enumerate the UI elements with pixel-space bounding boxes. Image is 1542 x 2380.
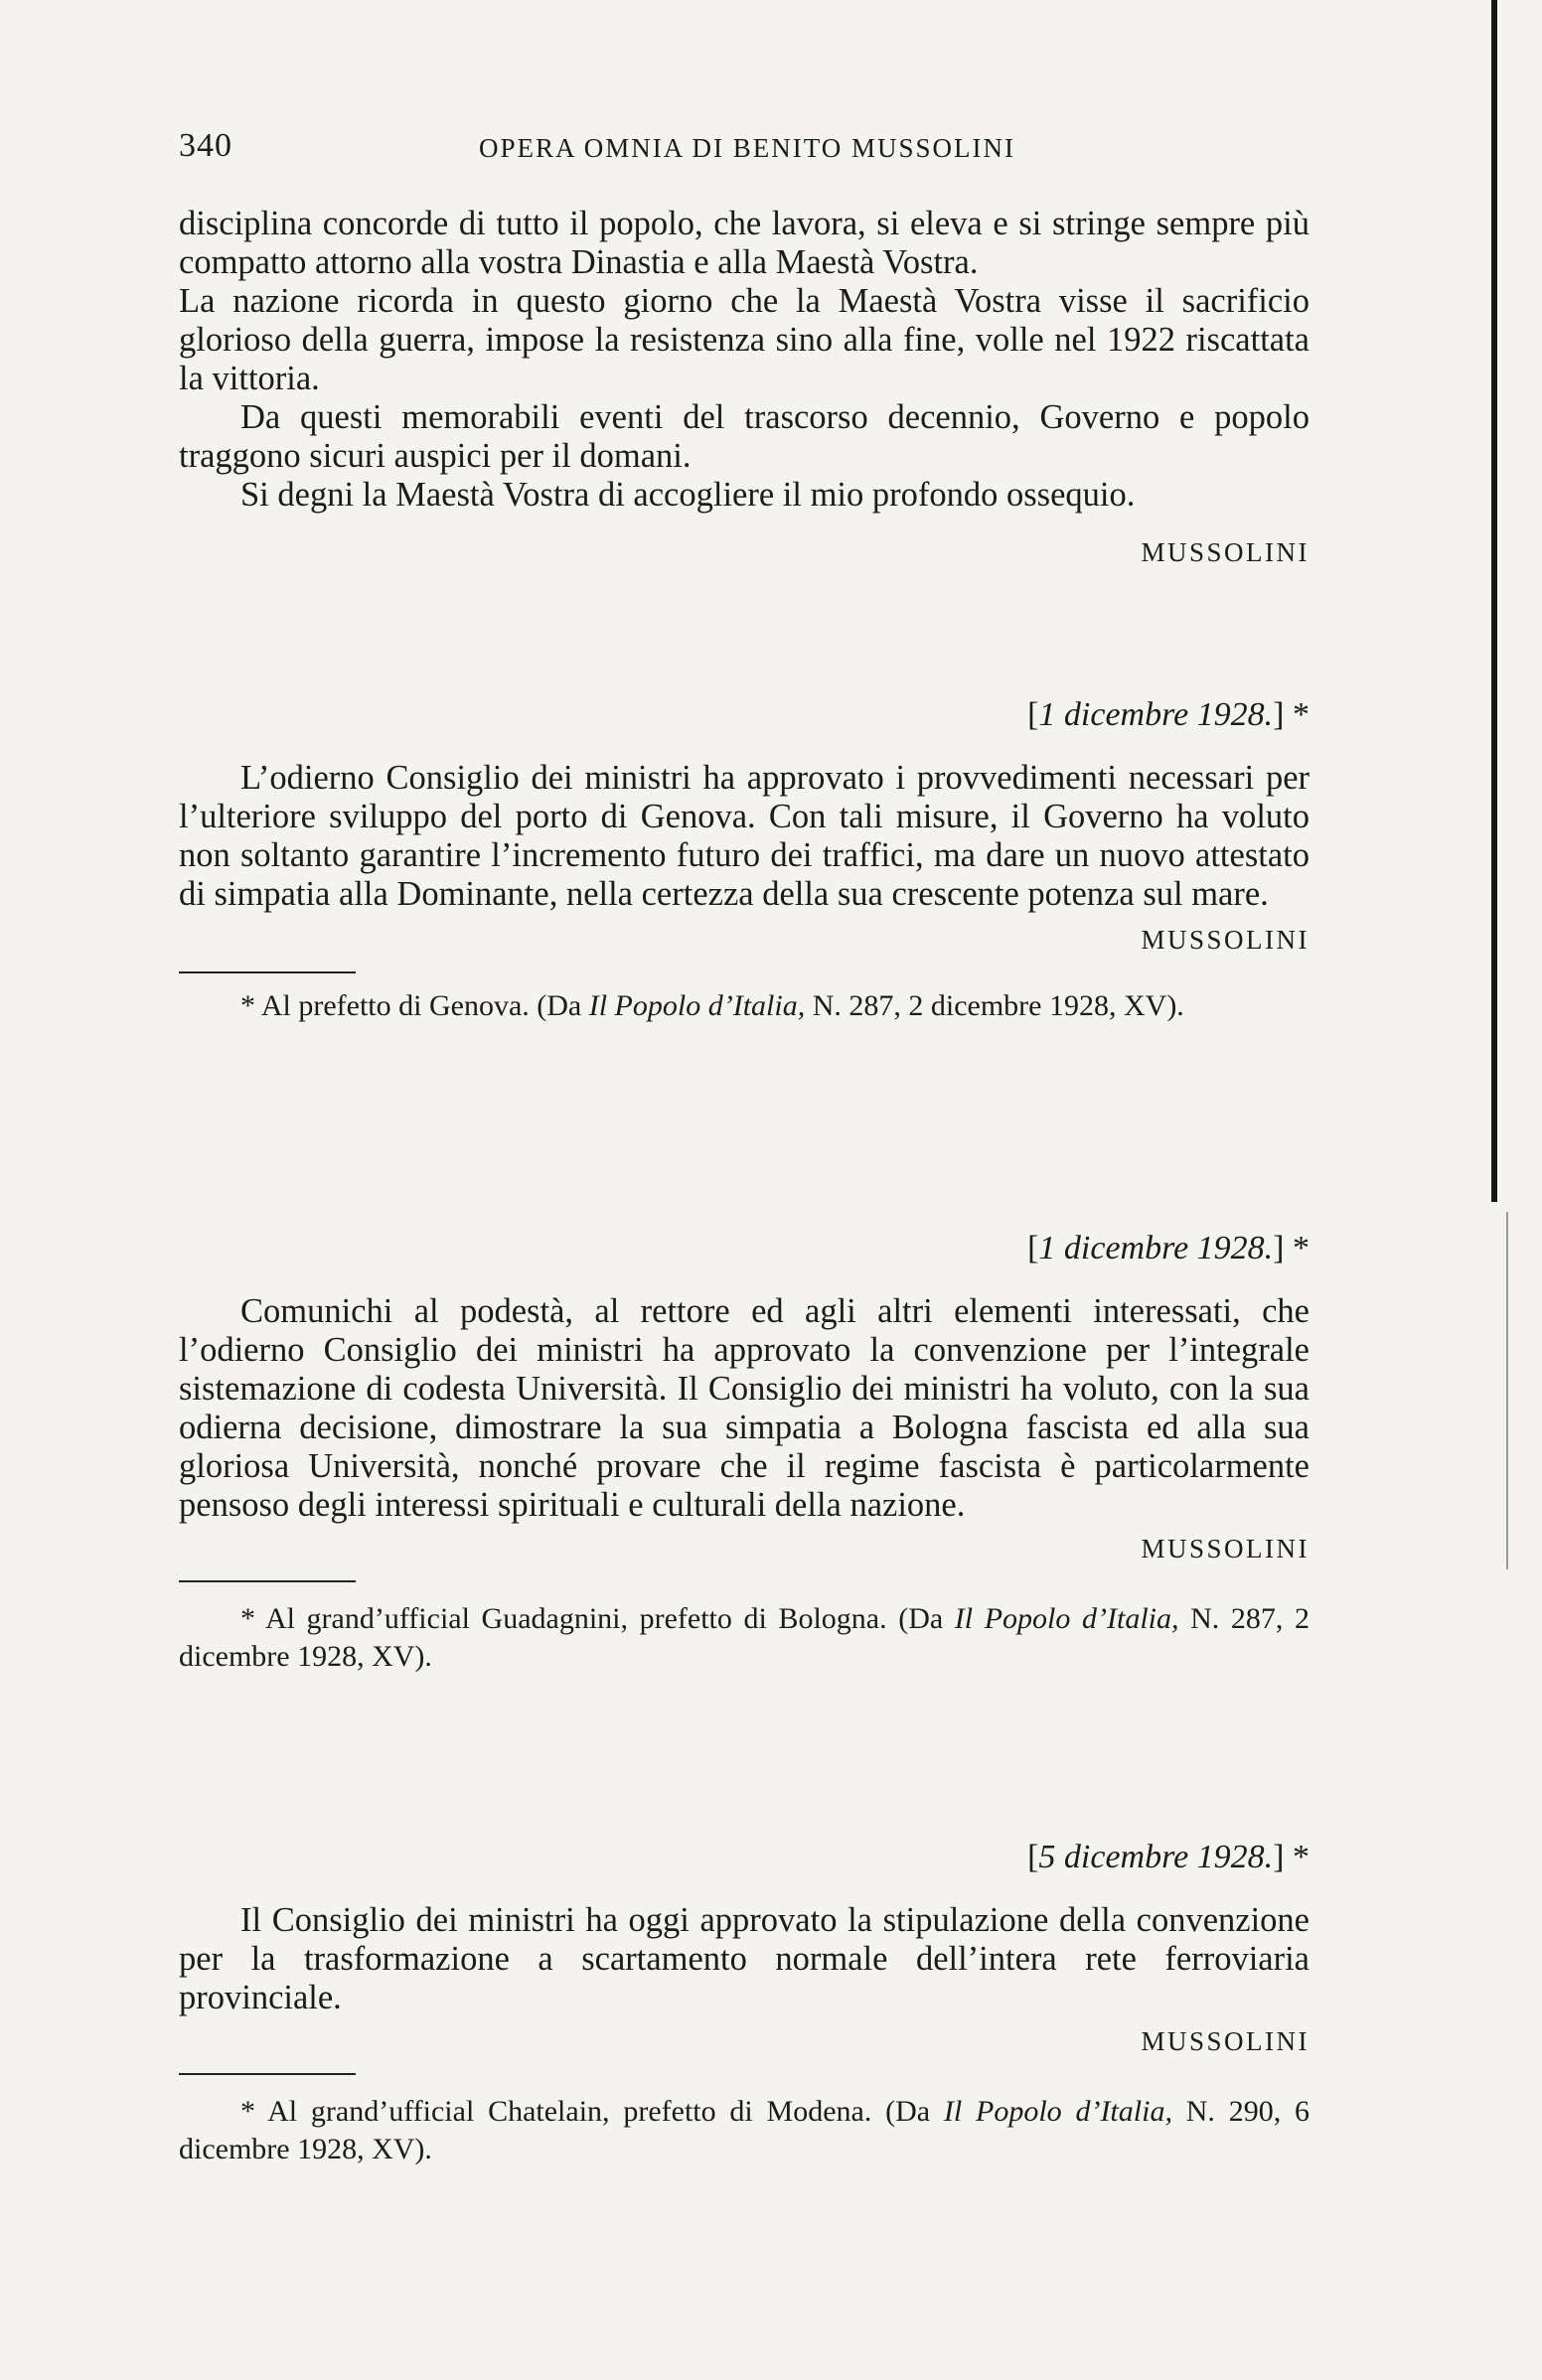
- footnote-rule: [179, 1580, 356, 1582]
- paragraph: Da questi memorabili eventi del trascorso decennio, Governo e popolo traggono sicuri auspici per il domani.: [179, 398, 1310, 475]
- section-genova: [179, 695, 1310, 1025]
- paragraph: Comunichi al podestà, al rettore ed agli altri elementi interessati, che l’odierno Consiglio dei ministri ha approvato la convenzione per l’integrale sistemazione di codesta Università. Il Consiglio dei ministri ha voluto, con la sua odierna decisione, dimostrare la sua simpatia a Bologna fascista ed alla sua gloriosa Università, nonché provare che il regime fascista è particolarmente pensoso degli interessi spirituali e culturali della nazione.: [179, 1292, 1310, 1524]
- footnote: * Al grand’ufficial Guadagnini, prefetto di Bologna. (Da Il Popolo d’Italia, N. 287, 2 dicembre 1928, XV).: [179, 1602, 1310, 1673]
- paragraph: Il Consiglio dei ministri ha oggi approvato la stipulazione della convenzione per la trasformazione a scartamento normale dell’intera rete ferroviaria provinciale.: [179, 1901, 1310, 2016]
- footnote-source: Il Popolo d’Italia,: [588, 989, 806, 1022]
- page-edge-mark: [1506, 1212, 1508, 1569]
- section-continuation: [179, 205, 1310, 570]
- footnote-source: Il Popolo d’Italia,: [943, 2095, 1172, 2128]
- running-title: OPERA OMNIA DI BENITO MUSSOLINI: [479, 133, 1016, 163]
- date-text: 5 dicembre 1928.: [1038, 1839, 1274, 1875]
- paragraph: L’odierno Consiglio dei ministri ha approvato i provvedimenti necessari per l’ulteriore sviluppo del porto di Genova. Con tali misure, il Governo ha voluto non soltanto garantire l’incremento futuro dei traffici, ma dare un nuovo attestato di simpatia alla Dominante, nella certezza della sua crescente potenza sul mare.: [179, 759, 1310, 913]
- signature: MUSSOLINI: [1141, 537, 1310, 567]
- footnote: * Al prefetto di Genova. (Da Il Popolo d’Italia, N. 287, 2 dicembre 1928, XV).: [240, 989, 1184, 1022]
- page-edge-shadow: [1491, 0, 1497, 1202]
- paragraph: disciplina concorde di tutto il popolo, che lavora, si eleva e si stringe sempre più compatto attorno alla vostra Dinastia e alla Maestà Vostra.: [179, 205, 1310, 281]
- signature: MUSSOLINI: [1141, 2026, 1310, 2056]
- page-header: [179, 127, 1310, 187]
- date-text: 1 dicembre 1928.: [1038, 696, 1274, 733]
- signature: MUSSOLINI: [1141, 1534, 1310, 1563]
- dateline: [1 dicembre 1928.] *: [1027, 696, 1310, 733]
- signature: MUSSOLINI: [1141, 925, 1310, 955]
- footnote-rule: [179, 971, 356, 973]
- date-text: 1 dicembre 1928.: [1038, 1230, 1274, 1266]
- section-modena: [179, 1838, 1310, 2168]
- dateline: [1 dicembre 1928.] *: [1027, 1230, 1310, 1266]
- footnote: * Al grand’ufficial Chatelain, prefetto di Modena. (Da Il Popolo d’Italia, N. 290, 6 dicembre 1928, XV).: [179, 2095, 1310, 2165]
- footnote-source: Il Popolo d’Italia,: [954, 1602, 1179, 1635]
- footnote-rule: [179, 2073, 356, 2075]
- page-number: 340: [179, 127, 232, 164]
- dateline: [5 dicembre 1928.] *: [1027, 1839, 1310, 1875]
- paragraph: La nazione ricorda in questo giorno che la Maestà Vostra visse il sacrificio glorioso della guerra, impose la resistenza sino alla fine, volle nel 1922 riscattata la vittoria.: [179, 282, 1310, 397]
- paragraph: Si degni la Maestà Vostra di accogliere il mio profondo ossequio.: [240, 476, 1136, 514]
- section-bologna: [179, 1229, 1310, 1676]
